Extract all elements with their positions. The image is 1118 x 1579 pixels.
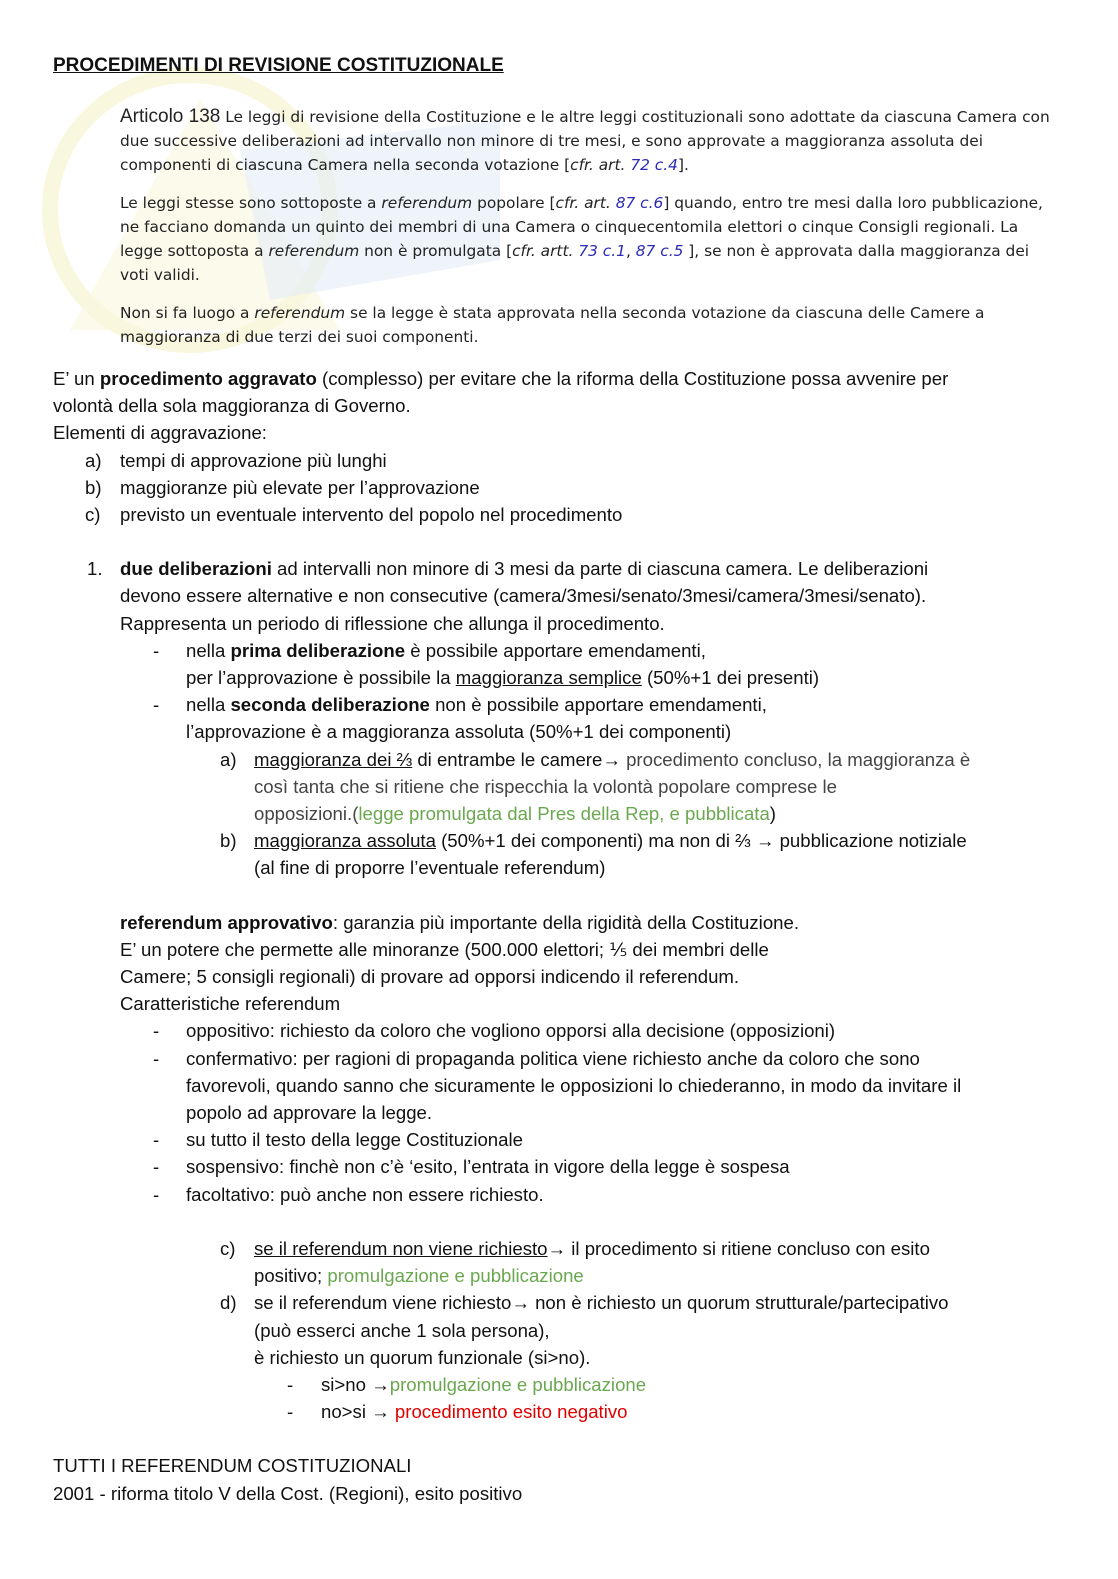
list-item: opposizioni.(legge promulgata dal Pres della Rep, e pubblicata)	[254, 803, 776, 825]
article-link[interactable]: 73 c.1	[578, 242, 626, 260]
list-item: l’approvazione è a maggioranza assoluta (50%+1 dei componenti)	[186, 721, 732, 743]
article-link[interactable]: 87 c.6	[615, 194, 664, 212]
list-item: positivo; promulgazione e pubblicazione	[254, 1265, 584, 1287]
footer-heading: TUTTI I REFERENDUM COSTITUZIONALI	[53, 1455, 412, 1477]
list-item: - no>si → procedimento esito negativo	[287, 1401, 628, 1423]
article-quote	[120, 105, 1060, 363]
article-paragraph-2: Le leggi stesse sono sottoposte a referendum popolare [cfr. art. 87 c.6] quando, entro tre mesi dalla loro pubblicazione, ne facciano domanda un quinto dei membri di una Camera o cinquecentomila elettori o cinque Consigli regionali. La legge sottoposta a referendum non è promulgata [cfr. artt. 73 c.1, 87 c.5 ], se non è approvata dalla maggioranza dei voti validi.	[120, 194, 1043, 284]
list-item: favorevoli, quando sanno che sicuramente le opposizioni lo chiederanno, in modo da invitare il	[186, 1074, 962, 1096]
article-label: Articolo 138	[120, 106, 221, 127]
list-item: - nella prima deliberazione è possibile apportare emendamenti,	[153, 639, 706, 661]
referendum-line: Caratteristiche referendum	[120, 993, 341, 1015]
list-item: - si>no →promulgazione e pubblicazione	[287, 1373, 647, 1395]
list-item: popolo ad approvare la legge.	[186, 1102, 433, 1124]
list-item: (può esserci anche 1 sola persona),	[254, 1319, 550, 1341]
intro-line: E’ un procedimento aggravato (complesso) per evitare che la riforma della Costituzione possa avvenire per	[53, 368, 949, 389]
list-item: d) se il referendum viene richiesto→ non è richiesto un quorum strutturale/partecipativo	[220, 1292, 949, 1314]
notes-body	[53, 365, 1063, 1507]
intro-line: volontà della sola maggioranza di Governo.	[53, 395, 411, 417]
list-item: - su tutto il testo della legge Costituzionale	[153, 1129, 523, 1151]
list-item: - oppositivo: richiesto da coloro che vogliono opporsi alla decisione (opposizioni)	[153, 1020, 836, 1042]
list-item: a) tempi di approvazione più lunghi	[85, 449, 387, 471]
article-paragraph-1: Articolo 138 Le leggi di revisione della Costituzione e le altre leggi costituzionali sono adottate da ciascuna Camera con due successive deliberazioni ad intervallo non minore di tre mesi, e sono approvate a maggioranza assoluta dei componenti di ciascuna Camera nella seconda votazione [cfr. art. 72 c.4].	[120, 106, 1050, 174]
list-item: b) maggioranze più elevate per l’approvazione	[85, 476, 480, 498]
list-item: - sospensivo: finchè non c’è ‘esito, l’entrata in vigore della legge è sospesa	[153, 1156, 790, 1178]
list-item: 1. due deliberazioni ad intervalli non minore di 3 mesi da parte di ciascuna camera. Le deliberazioni	[87, 558, 929, 580]
article-paragraph-3: Non si fa luogo a referendum se la legge è stata approvata nella seconda votazione da ciascuna delle Camere a maggioranza di due terzi dei suoi componenti.	[120, 304, 985, 346]
footer-line: 2001 - riforma titolo V della Cost. (Regioni), esito positivo	[53, 1482, 523, 1504]
list-item: (al fine di proporre l’eventuale referendum)	[254, 857, 606, 879]
article-link[interactable]: 87 c.5	[635, 242, 684, 260]
intro-line: Elementi di aggravazione:	[53, 422, 267, 444]
list-item: - facoltativo: può anche non essere richiesto.	[153, 1183, 544, 1205]
list-item: c) se il referendum non viene richiesto→ il procedimento si ritiene concluso con esito	[220, 1237, 930, 1259]
list-item: b) maggioranza assoluta (50%+1 dei componenti) ma non di ⅔ → pubblicazione notiziale	[220, 830, 967, 852]
referendum-line: Camere; 5 consigli regionali) di provare ad opporsi indicendo il referendum.	[120, 966, 740, 988]
list-item: - nella seconda deliberazione non è possibile apportare emendamenti,	[153, 694, 767, 716]
referendum-line: referendum approvativo: garanzia più importante della rigidità della Costituzione.	[120, 911, 800, 933]
article-link[interactable]: 72 c.4	[630, 156, 678, 174]
list-item: così tanta che si ritiene che rispecchia la volontà popolare comprese le	[254, 775, 837, 797]
list-item: per l’approvazione è possibile la maggioranza semplice (50%+1 dei presenti)	[186, 667, 820, 689]
list-item: - confermativo: per ragioni di propaganda politica viene richiesto anche da coloro che sono	[153, 1047, 920, 1069]
page-title: PROCEDIMENTI DI REVISIONE COSTITUZIONALE	[53, 55, 504, 76]
list-item: è richiesto un quorum funzionale (si>no).	[254, 1346, 591, 1368]
list-item: devono essere alternative e non consecutive (camera/3mesi/senato/3mesi/camera/3mesi/senato).	[120, 585, 927, 607]
referendum-line: E’ un potere che permette alle minoranze (500.000 elettori; ⅕ dei membri delle	[120, 938, 769, 960]
list-item: Rappresenta un periodo di riflessione che allunga il procedimento.	[120, 612, 665, 634]
list-item: a) maggioranza dei ⅔ di entrambe le camere→ procedimento concluso, la maggioranza è	[220, 748, 971, 770]
list-item: c) previsto un eventuale intervento del popolo nel procedimento	[85, 504, 623, 526]
